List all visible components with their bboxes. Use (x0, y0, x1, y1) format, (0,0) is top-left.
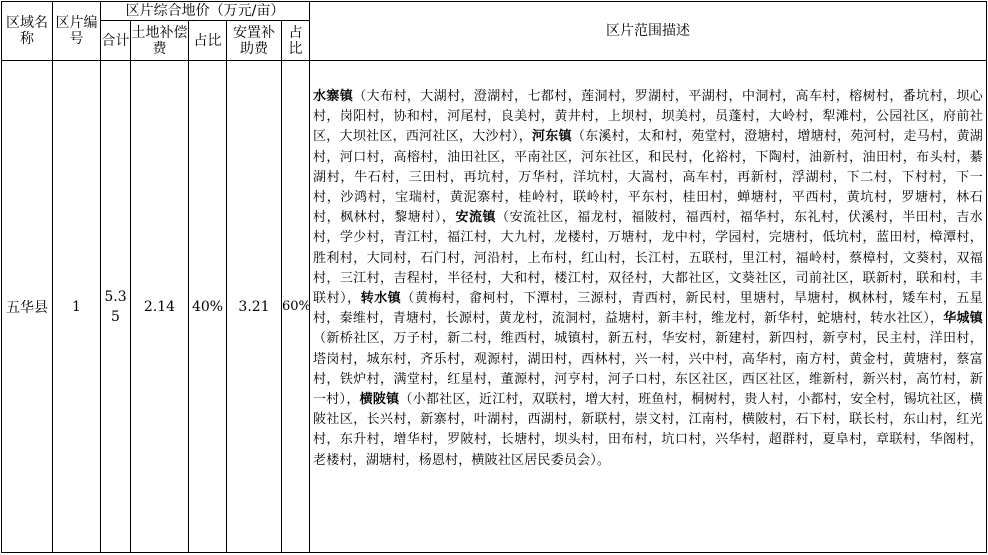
cell-total: 5.35 (101, 61, 131, 553)
cell-resettlement: 3.21 (227, 61, 282, 553)
cell-land-compensation: 2.14 (131, 61, 189, 553)
town-name: 河东镇 (532, 129, 572, 145)
town-name: 安流镇 (455, 210, 497, 226)
cell-ratio-resettle: 60% (282, 61, 310, 553)
village-list: （小都社区，近江村，双联村，增大村，班鱼村，桐树村，贵人村，小都村，安全村，锡坑社区，横陂社区，长兴村，新寨村，叶湖村，西湖村，新联村，崇文村，江南村，横陂村，石下村，联长村，东山村，红光村，东升村，增华村，罗陂村，长塘村，坝头村，田布村，坑口村，兴华村，超群村，夏阜村，章联村，华阁村，老楼村，湖塘村，杨恩村，横陂社区居民委员会）。 (313, 392, 983, 468)
village-list: （大布村，大湖村，澄湖村，七都村，莲洞村，罗湖村，平湖村，中洞村，高车村，榕树村，番坑村，坝心村，岗阳村，协和村，河尾村，良美村，黄井村，上坝村，坝美村，员蓬村，大岭村，犁滩村，公园社区，府前社区，大坝社区，西河社区，大沙村）， (313, 89, 983, 145)
header-district: 区域名称 (2, 2, 53, 61)
header-price-group: 区片综合地价（万元/亩） (101, 2, 310, 21)
town-name: 转水镇 (360, 291, 402, 307)
table-row (2, 61, 987, 553)
village-list: （东溪村，太和村，苑堂村，澄塘村，增塘村，苑河村，走马村，黄湖村，河口村，高榕村，油田社区，平南社区，河东社区，和民村，化裕村，下陶村，油新村，油田村，布头村，綦湖村，牛石村，三田村，再坑村，万华村，洋坑村，大嵩村，高车村，再新村，浮湖村，下二村，下村村，下一村，沙鸿村，宝瑞村，黄泥寨村，桂岭村，联岭村，平东村，桂田村，蝉塘村，平西村，黄坑村，罗塘村，林石村，枫林村，黎塘村）， (313, 129, 983, 226)
header-ratio-land: 占比 (189, 21, 227, 61)
header-description: 区片范围描述 (310, 2, 987, 61)
cell-zone-no: 1 (53, 61, 101, 553)
village-list: （安流社区，福龙村，福陂村，福西村，福华村，东礼村，伏溪村，半田村，吉水村，学少村，青江村，福江村，大九村，龙楼村，万塘村，龙中村，学园村，完塘村，低坑村，蓝田村，樟潭村，胜利村，大同村，石门村，河沿村，上布村，红山村，长江村，五联村，里江村，福岭村，蔡樟村，文葵村，双福村，三江村，吉程村，半径村，大和村，楼江村，双径村，大都社区，文葵社区，司前社区，联新村，联和村，丰联村）， (313, 210, 983, 307)
header-zone-no: 区片编号 (53, 2, 101, 61)
town-name: 横陂镇 (359, 392, 400, 408)
cell-ratio-land: 40% (189, 61, 227, 553)
header-land-compensation: 土地补偿费 (131, 21, 189, 61)
header-total: 合计 (101, 21, 131, 61)
town-name: 水寨镇 (313, 89, 354, 104)
header-row-1 (2, 2, 987, 21)
village-list: （新桥社区，万子村，新二村，维西村，城镇村，新五村，华安村，新建村，新四村，新亨村，民主村，洋田村，塔岗村，城东村，齐乐村，观源村，湖田村，西林村，兴一村，兴中村，高华村，南方村，黄金村，黄塘村，蔡富村，铁炉村，满堂村，红星村，董源村，河亨村，河子口村，东区社区，西区社区，维新村，新兴村，高竹村，新一村）， (313, 331, 983, 408)
zone-description (310, 61, 987, 553)
village-list: （黄梅村，畲柯村，下潭村，三源村，青西村，新民村，里塘村，旱塘村，枫林村，矮车村，五星村，秦维村，青塘村，长源村，黄龙村，流洞村，益塘村，新丰村，维龙村，新华村，蛇塘村，转水社区）， (313, 291, 983, 327)
land-price-table (1, 1, 987, 553)
header-resettlement: 安置补助费 (227, 21, 282, 61)
town-name: 华城镇 (943, 311, 983, 327)
cell-district: 五华县 (2, 61, 53, 553)
header-ratio-resettle: 占比 (282, 21, 310, 61)
